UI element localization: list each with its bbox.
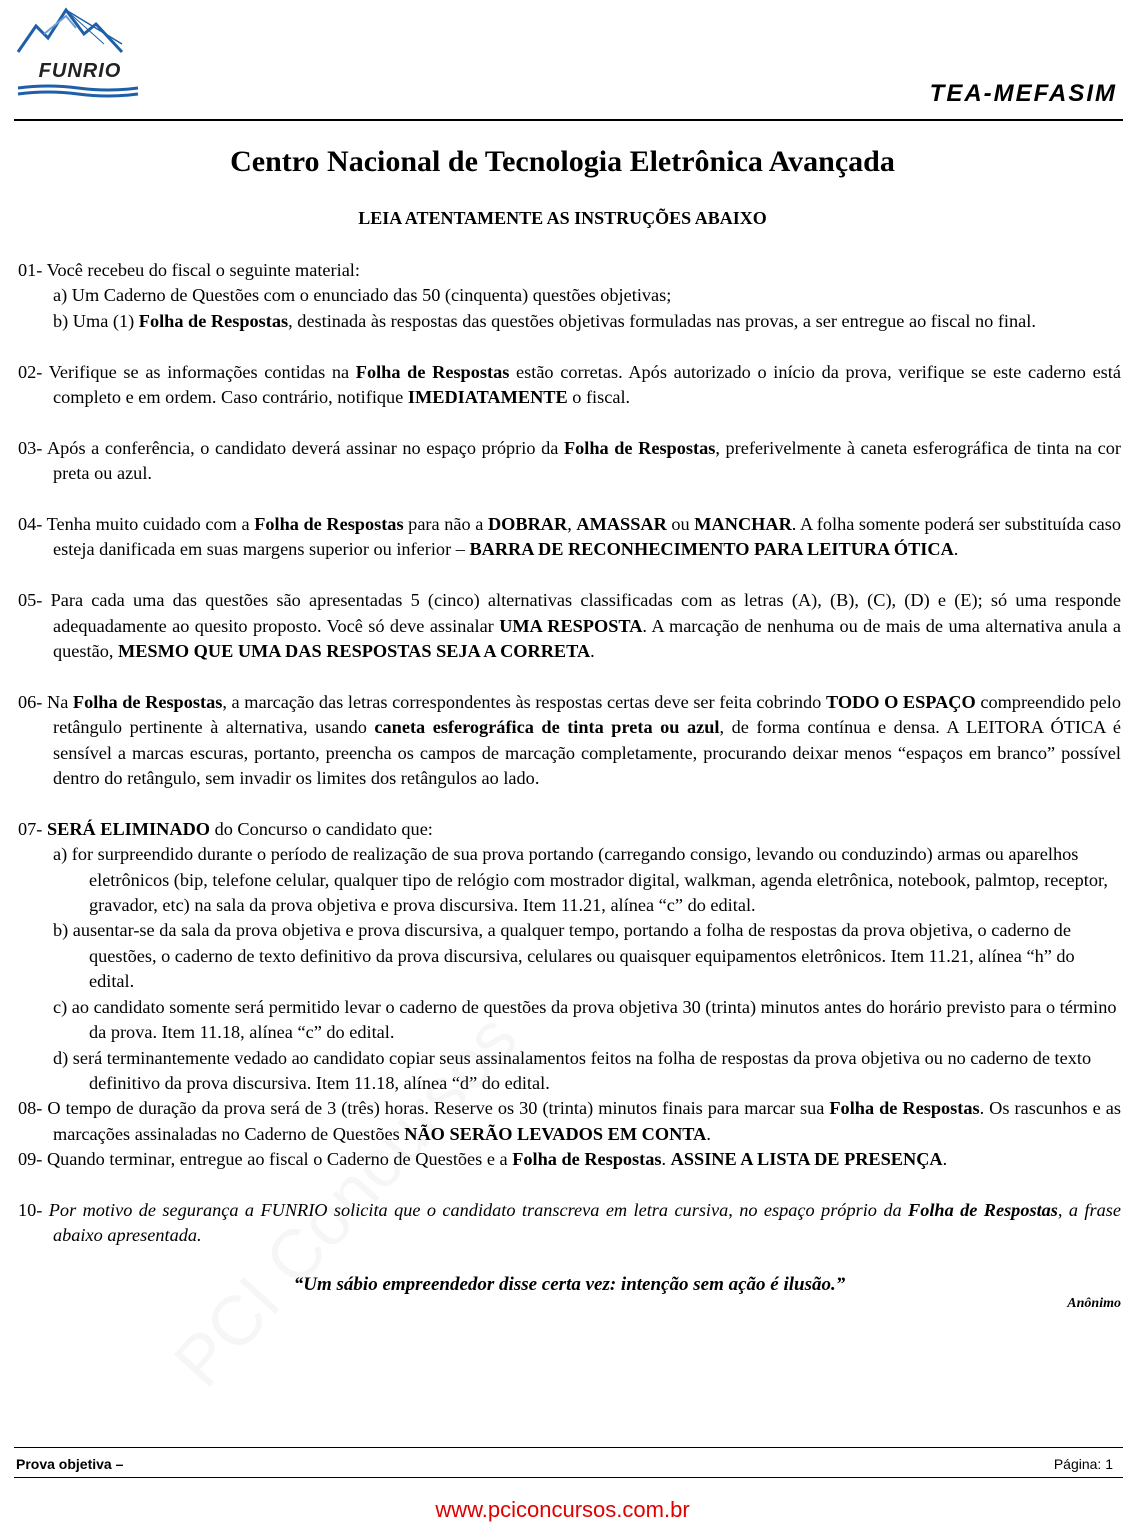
bold-text: MESMO QUE UMA DAS RESPOSTAS SEJA A CORRETA: [117, 641, 591, 662]
instruction-text: , preferivelmente à caneta esferográfica de tinta na cor preta ou azul.: [53, 437, 1121, 484]
instruction-text: 05- Para cada uma das questões são apresentadas 5 (cinco) alternativas classificadas com as letras (A), (B), (C), (D) e (E); só uma responde adequadamente ao quesito proposto. Você só deve assinalar: [18, 590, 1121, 636]
instruction-04: [18, 512, 1121, 563]
mountain-logo-icon: [14, 4, 142, 102]
instruction-02: [18, 360, 1121, 411]
instruction-10: [18, 1198, 1121, 1249]
exam-code: TEA-MEFASIM: [929, 80, 1117, 107]
instruction-text: do Concurso o candidato que:: [210, 818, 433, 839]
elimination-item-b: b) ausentar-se da sala da prova objetiva e prova discursiva, a qualquer tempo, portando a folha de respostas da prova objetiva, o caderno de questões, o caderno de texto definitivo da prova discursiva, celulares ou quaisquer equipamentos eletrônicos. Item 11.21, alínea “h” do edital.: [53, 920, 1075, 992]
elimination-item-d: d) será terminantemente vedado ao candidato copiar seus assinalamentos feitos na folha de respostas da prova objetiva ou no caderno de texto definitivo da prova discursiva. Item 11.18, alínea “d” do edital.: [53, 1047, 1092, 1093]
bold-text: Folha de Respostas: [563, 437, 716, 458]
bold-text: BARRA DE RECONHECIMENTO PARA LEITURA ÓTICA: [469, 539, 954, 560]
footer-exam-label: Prova objetiva –: [16, 1456, 124, 1472]
instructions-heading: LEIA ATENTAMENTE AS INSTRUÇÕES ABAIXO: [358, 208, 767, 228]
quote-author: Anônimo: [1067, 1296, 1121, 1312]
instruction-text: ou: [666, 514, 695, 535]
instruction-07: [18, 817, 1121, 842]
instruction-text: . Os rascunhos e as marcações assinaladas no Caderno de Questões: [53, 1098, 1121, 1144]
instruction-05: [18, 588, 1121, 664]
bold-text: MANCHAR: [694, 514, 792, 535]
instruction-text: . A marcação de nenhuma ou de mais de uma alternativa anula a questão,: [53, 615, 1121, 662]
bold-text: ASSINE A LISTA DE PRESENÇA: [670, 1149, 943, 1170]
instruction-text: .: [706, 1123, 711, 1144]
instruction-08: [18, 1096, 1121, 1147]
instruction-01-a: a) Um Caderno de Questões com o enunciado das 50 (cinquenta) questões objetivas;: [53, 285, 672, 306]
instruction-text: 04- Tenha muito cuidado com a: [18, 514, 255, 535]
header-divider: [14, 119, 1123, 121]
instruction-text: 09- Quando terminar, entregue ao fiscal o Caderno de Questões e a: [18, 1149, 513, 1170]
bold-text: AMASSAR: [576, 514, 667, 535]
bold-text: DOBRAR: [487, 514, 568, 535]
instruction-text: .: [953, 539, 959, 560]
instruction-09: [18, 1147, 1121, 1172]
bold-text: TODO O ESPAÇO: [825, 691, 976, 712]
bold-text: NÃO SERÃO LEVADOS EM CONTA: [404, 1123, 707, 1144]
elimination-item-c: c) ao candidato somente será permitido levar o caderno de questões da prova objetiva 30 (trinta) minutos antes do horário previsto para o término da prova. Item 11.18, alínea “c” do edital.: [53, 996, 1117, 1043]
bold-text: UMA RESPOSTA: [499, 615, 643, 636]
instruction-text: para não a: [403, 514, 488, 535]
instruction-text: 07-: [18, 818, 47, 839]
instruction-text: 06- Na: [18, 691, 73, 712]
instruction-text: 01- Você recebeu do fiscal o seguinte material:: [18, 260, 360, 280]
website-link[interactable]: www.pciconcursos.com.br: [435, 1497, 690, 1522]
funrio-logo: [14, 4, 142, 102]
page-title: Centro Nacional de Tecnologia Eletrônica Avançada: [230, 145, 895, 178]
italic-text: Por motivo de segurança a FUNRIO solicita que o candidato transcreva em letra cursiva, no espaço próprio da: [48, 1199, 908, 1220]
bold-text: Folha de Respostas: [512, 1149, 662, 1170]
instruction-06: [18, 690, 1121, 792]
instructions-body: [18, 258, 1121, 1313]
instruction-text: compreendido pelo retângulo pertinente à alternativa, usando: [53, 691, 1121, 738]
elimination-item-a: a) for surpreendido durante o período de realização de sua prova portando (carregando consigo, levando ou conduzindo) armas ou aparelhos eletrônicos (bip, telefone celular, qualquer tipo de relógio com mostrador digital, walkman, agenda eletrônica, notebook, palmtop, receptor, gravador, etc) na sala da prova objetiva e prova discursiva. Item 11.21, alínea “c” do edital.: [53, 844, 1108, 916]
security-phrase: “Um sábio empreendedor disse certa vez: intenção sem ação é ilusão.”: [293, 1273, 846, 1295]
bold-italic-text: Folha de Respostas: [908, 1199, 1058, 1220]
elimination-list: [18, 842, 1121, 1096]
instruction-text: 02- Verifique se as informações contidas na: [18, 361, 356, 382]
instruction-text: .: [942, 1149, 948, 1170]
instruction-text: .: [661, 1149, 671, 1170]
instruction-text: 03- Após a conferência, o candidato deverá assinar no espaço próprio da: [18, 437, 564, 458]
instruction-03: [18, 436, 1121, 487]
instruction-01: [18, 258, 1121, 283]
instruction-text: estão corretas. Após autorizado o início da prova, verifique se este caderno está completo e em ordem. Caso contrário, notifique: [53, 361, 1121, 408]
bold-text: SERÁ ELIMINADO: [46, 818, 210, 839]
footer-divider-top: [14, 1447, 1123, 1448]
logo-wordmark: FUNRIO: [38, 60, 122, 82]
bold-text: Folha de Respostas: [254, 514, 404, 535]
instruction-text: . A folha somente poderá ser substituída caso esteja danificada em suas margens superior ou inferior –: [53, 514, 1122, 560]
bold-text: Folha de Respostas: [355, 361, 510, 382]
instruction-text: b) Uma (1): [53, 310, 139, 331]
page-number: Página: 1: [1053, 1456, 1113, 1472]
bold-text: IMEDIATAMENTE: [407, 387, 568, 408]
bold-text: Folha de Respostas: [138, 310, 289, 331]
italic-text: , a frase abaixo apresentada.: [53, 1199, 1121, 1246]
instruction-text: o fiscal.: [567, 387, 631, 408]
instruction-text: , de forma contínua e densa. A LEITORA ÓTICA é sensível a marcas escuras, portanto, preencha os campos de marcação completamente, procurando deixar menos “espaços em branco” possível dentro do retângulo, sem invadir os limites dos retângulos ao lado.: [53, 717, 1121, 789]
footer-divider-bottom: [14, 1477, 1123, 1478]
bold-text: caneta esferográfica de tinta preta ou azul: [374, 717, 720, 738]
instruction-01-b: [18, 309, 1121, 334]
bold-text: Folha de Respostas: [829, 1098, 980, 1119]
instruction-text: , destinada às respostas das questões objetivas formuladas nas provas, a ser entregue ao fiscal no final.: [288, 310, 1036, 331]
instruction-text: .: [590, 641, 595, 662]
instruction-text: , a marcação das letras correspondentes às respostas certas deve ser feita cobrindo: [222, 691, 826, 712]
instruction-text: ,: [567, 514, 577, 535]
instruction-text: 08- O tempo de duração da prova será de 3 (três) horas. Reserve os 30 (trinta) minutos finais para marcar sua: [18, 1098, 830, 1119]
bold-text: Folha de Respostas: [72, 691, 223, 712]
instruction-text: 10-: [18, 1199, 49, 1220]
